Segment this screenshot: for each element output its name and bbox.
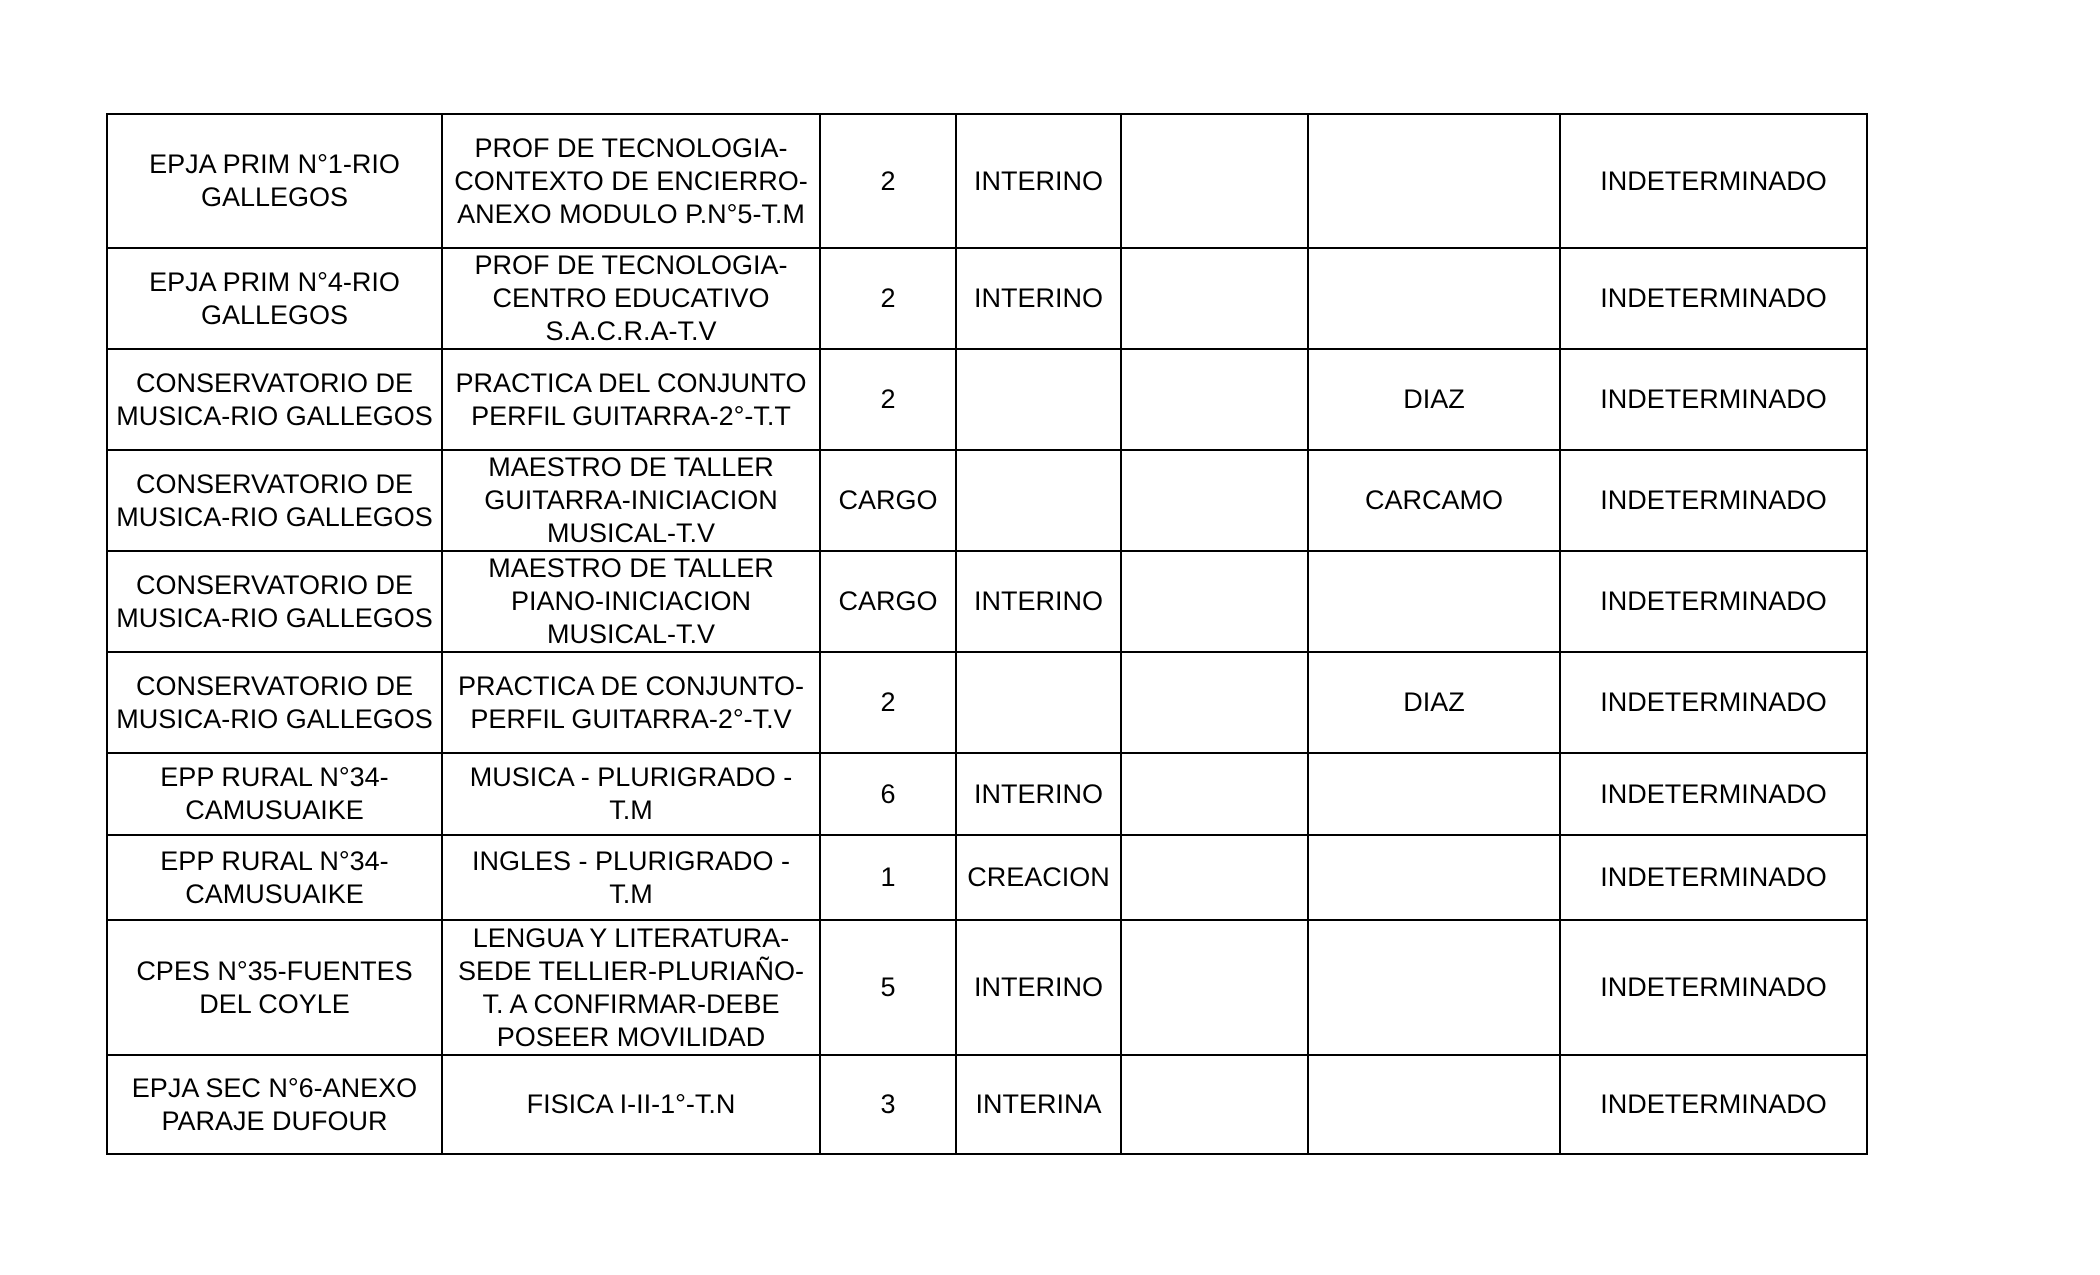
duration-text: INDETERMINADO xyxy=(1600,485,1827,515)
duration-text: INDETERMINADO xyxy=(1600,384,1827,414)
duration-text: INDETERMINADO xyxy=(1600,778,1827,809)
status-text: INTERINO xyxy=(973,972,1103,1002)
subject-text: MUSICA - PLURIGRADO - T.M xyxy=(469,762,793,825)
duration-text: INDETERMINADO xyxy=(1600,283,1827,313)
name-cell xyxy=(1308,450,1560,551)
empty-cell xyxy=(1121,349,1308,450)
table-row xyxy=(107,835,1867,920)
table-row xyxy=(107,450,1867,551)
school-text: EPJA PRIM N°1-RIO GALLEGOS xyxy=(149,149,400,212)
subject-text: LENGUA Y LITERATURA- SEDE TELLIER-PLURIAÑO- T. A CONFIRMAR-DEBE POSEER MOVILIDAD xyxy=(457,922,805,1052)
status-cell xyxy=(956,920,1121,1055)
duration-cell xyxy=(1560,248,1867,349)
hours-cell xyxy=(820,835,956,920)
table-row xyxy=(107,753,1867,835)
name-cell xyxy=(1308,835,1560,920)
duration-cell xyxy=(1560,920,1867,1055)
empty-cell xyxy=(1121,248,1308,349)
hours-cell xyxy=(820,114,956,248)
hours-text: CARGO xyxy=(838,586,938,616)
school-cell xyxy=(107,450,442,551)
status-cell xyxy=(956,450,1121,551)
school-text: CONSERVATORIO DE MUSICA-RIO GALLEGOS xyxy=(116,569,433,633)
table-row xyxy=(107,920,1867,1055)
school-cell xyxy=(107,248,442,349)
name-text: CARCAMO xyxy=(1364,485,1503,515)
name-text: DIAZ xyxy=(1403,384,1465,414)
duration-text: INDETERMINADO xyxy=(1600,972,1827,1002)
empty-cell xyxy=(1121,114,1308,248)
duration-cell xyxy=(1560,835,1867,920)
name-cell xyxy=(1308,349,1560,450)
subject-cell xyxy=(442,450,820,551)
hours-cell xyxy=(820,652,956,753)
status-text: CREACION xyxy=(967,862,1110,892)
school-cell xyxy=(107,652,442,753)
status-cell xyxy=(956,248,1121,349)
school-cell xyxy=(107,114,442,248)
empty-cell xyxy=(1121,753,1308,835)
name-cell xyxy=(1308,920,1560,1055)
empty-cell xyxy=(1121,652,1308,753)
school-cell xyxy=(107,349,442,450)
school-text: CONSERVATORIO DE MUSICA-RIO GALLEGOS xyxy=(116,468,433,532)
duration-text: INDETERMINADO xyxy=(1600,1089,1827,1119)
hours-cell xyxy=(820,450,956,551)
hours-text: 1 xyxy=(880,862,896,892)
subject-cell xyxy=(442,1055,820,1154)
name-cell xyxy=(1308,114,1560,248)
school-text: CONSERVATORIO DE MUSICA-RIO GALLEGOS xyxy=(116,367,433,431)
status-cell xyxy=(956,753,1121,835)
subject-text: FISICA I-II-1°-T.N xyxy=(526,1089,736,1119)
duration-cell xyxy=(1560,753,1867,835)
table-row xyxy=(107,248,1867,349)
status-cell xyxy=(956,835,1121,920)
empty-cell xyxy=(1121,551,1308,652)
school-text: EPP RURAL N°34- CAMUSUAIKE xyxy=(160,762,389,825)
empty-cell xyxy=(1121,835,1308,920)
duration-text: INDETERMINADO xyxy=(1600,586,1827,616)
duration-cell xyxy=(1560,1055,1867,1154)
subject-cell xyxy=(442,920,820,1055)
table-row xyxy=(107,652,1867,753)
status-cell xyxy=(956,652,1121,753)
school-cell xyxy=(107,835,442,920)
name-cell xyxy=(1308,652,1560,753)
table-row xyxy=(107,1055,1867,1154)
subject-cell xyxy=(442,835,820,920)
hours-text: 3 xyxy=(880,1089,896,1119)
duration-cell xyxy=(1560,652,1867,753)
name-cell xyxy=(1308,248,1560,349)
table-row xyxy=(107,349,1867,450)
table-row xyxy=(107,114,1867,248)
status-text: INTERINO xyxy=(973,586,1103,616)
table-body xyxy=(107,114,1867,1154)
status-text: INTERINO xyxy=(973,283,1103,313)
name-text: DIAZ xyxy=(1403,687,1465,717)
hours-cell xyxy=(820,551,956,652)
status-cell xyxy=(956,551,1121,652)
school-cell xyxy=(107,753,442,835)
hours-text: CARGO xyxy=(838,485,938,515)
empty-cell xyxy=(1121,920,1308,1055)
subject-text: MAESTRO DE TALLER GUITARRA-INICIACION MUSICAL-T.V xyxy=(484,452,778,548)
school-text: EPJA SEC N°6-ANEXO PARAJE DUFOUR xyxy=(131,1072,418,1136)
subject-cell xyxy=(442,114,820,248)
table-row xyxy=(107,551,1867,652)
name-cell xyxy=(1308,551,1560,652)
school-cell xyxy=(107,551,442,652)
subject-text: PRACTICA DE CONJUNTO- PERFIL GUITARRA-2°-T.V xyxy=(457,670,805,734)
subject-cell xyxy=(442,551,820,652)
hours-text: 2 xyxy=(880,384,896,414)
duration-cell xyxy=(1560,551,1867,652)
school-text: EPJA PRIM N°4-RIO GALLEGOS xyxy=(149,266,400,330)
hours-cell xyxy=(820,753,956,835)
duration-cell xyxy=(1560,114,1867,248)
hours-cell xyxy=(820,1055,956,1154)
empty-cell xyxy=(1121,450,1308,551)
subject-text: INGLES - PLURIGRADO - T.M xyxy=(471,845,791,909)
subject-cell xyxy=(442,248,820,349)
school-text: CPES N°35-FUENTES DEL COYLE xyxy=(136,955,413,1019)
subject-text: PRACTICA DEL CONJUNTO PERFIL GUITARRA-2°-T.T xyxy=(455,367,807,431)
subject-text: PROF DE TECNOLOGIA- CENTRO EDUCATIVO S.A.C.R.A-T.V xyxy=(474,250,788,346)
duration-text: INDETERMINADO xyxy=(1600,862,1827,892)
status-cell xyxy=(956,1055,1121,1154)
hours-cell xyxy=(820,920,956,1055)
empty-cell xyxy=(1121,1055,1308,1154)
name-cell xyxy=(1308,753,1560,835)
status-text: INTERINA xyxy=(975,1089,1102,1119)
duration-cell xyxy=(1560,450,1867,551)
school-cell xyxy=(107,1055,442,1154)
hours-cell xyxy=(820,349,956,450)
hours-text: 2 xyxy=(880,687,896,717)
school-text: CONSERVATORIO DE MUSICA-RIO GALLEGOS xyxy=(116,670,433,734)
subject-cell xyxy=(442,753,820,835)
hours-cell xyxy=(820,248,956,349)
vacancies-table xyxy=(106,113,1868,1155)
subject-cell xyxy=(442,349,820,450)
duration-text: INDETERMINADO xyxy=(1600,165,1827,196)
status-text: INTERINO xyxy=(973,165,1103,196)
status-cell xyxy=(956,114,1121,248)
duration-cell xyxy=(1560,349,1867,450)
hours-text: 6 xyxy=(880,778,896,809)
hours-text: 2 xyxy=(880,165,896,196)
hours-text: 5 xyxy=(880,972,896,1002)
hours-text: 2 xyxy=(880,283,896,313)
subject-text: PROF DE TECNOLOGIA- CONTEXTO DE ENCIERRO- ANEXO MODULO P.N°5-T.M xyxy=(454,132,808,229)
status-cell xyxy=(956,349,1121,450)
school-cell xyxy=(107,920,442,1055)
subject-cell xyxy=(442,652,820,753)
duration-text: INDETERMINADO xyxy=(1600,687,1827,717)
name-cell xyxy=(1308,1055,1560,1154)
subject-text: MAESTRO DE TALLER PIANO-INICIACION MUSICAL-T.V xyxy=(488,553,774,649)
status-text: INTERINO xyxy=(973,778,1103,809)
school-text: EPP RURAL N°34- CAMUSUAIKE xyxy=(160,845,389,909)
